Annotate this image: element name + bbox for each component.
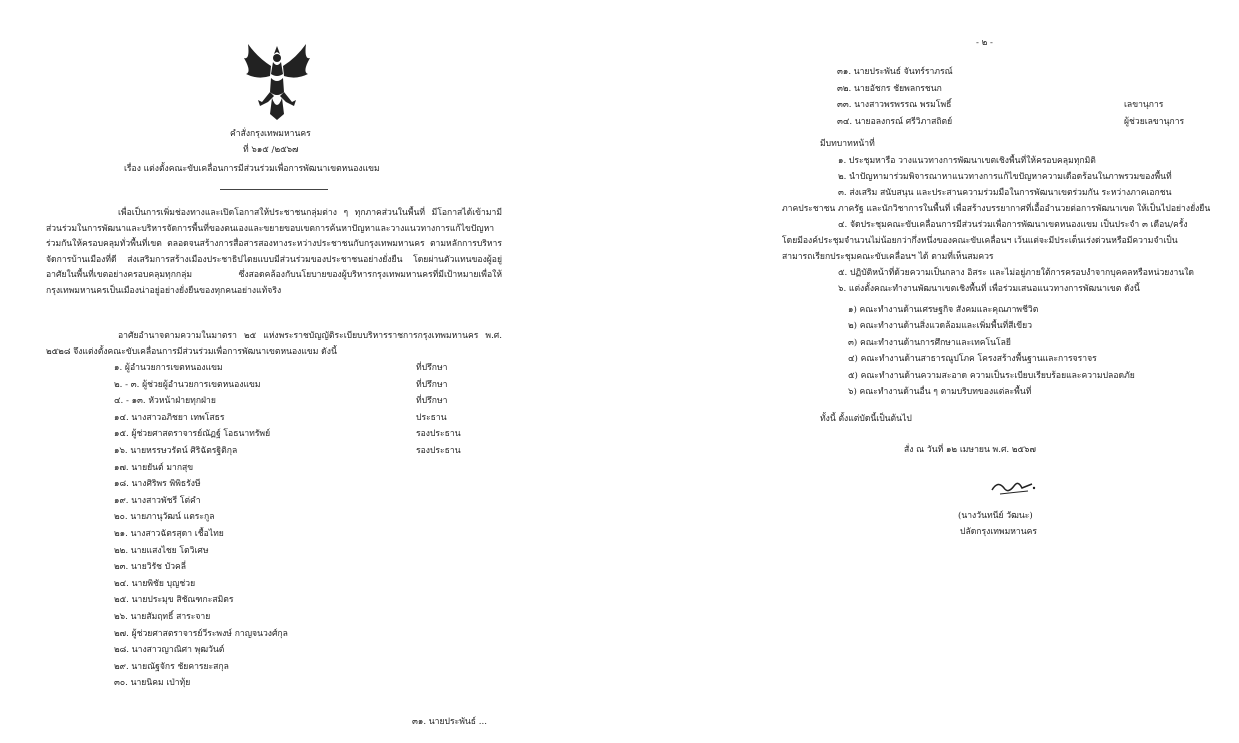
duty-item: สามารถเรียกประชุมคณะขับเคลื่อนฯ ได้ ตามที่เห็นสมควร [782,252,994,262]
duty-item: ภาคประชาชน ภาครัฐ และนักวิชาการในพื้นที่ เพื่อสร้างบรรยากาศที่เอื้ออำนวยต่อการพัฒนาเขต ให้เป็นไปอย่างยั่งยืน [782,204,1211,214]
member-name: ๑. ผู้อำนวยการเขตหนองแขม [114,363,223,373]
member-name: ๒๓. นายวิรัช บัวคลี่ [114,562,187,573]
member-name: ๒๑. นางสาวฉัตรสุดา เชื้อไทย [114,529,224,539]
working-group-item: ๖) คณะทำงานด้านอื่น ๆ ตามบริบทของแต่ละพื้นที่ [848,387,1032,397]
order-subject: เรื่อง แต่งตั้งคณะขับเคลื่อนการมีส่วนร่วมเพื่อการพัฒนาเขตหนองแขม [124,164,380,174]
member-role: ที่ปรึกษา [416,379,448,390]
member-role: รองประธาน [416,429,461,440]
header-divider [220,189,328,190]
working-group-item: ๓) คณะทำงานด้านการศึกษาและเทคโนโลยี [848,337,1011,348]
signer-name: (นางวันทนีย์ วัฒนะ) [958,511,1033,521]
document-page-1 [0,0,600,743]
member-role: ที่ปรึกษา [416,363,448,373]
member-role: ประธาน [416,412,447,423]
intro-paragraph: เพื่อเป็นการเพิ่มช่องทางและเปิดโอกาสให้ประชาชนกลุ่มต่าง ๆ ทุกภาคส่วนในพื้นที่ มีโอกาสได้เข้ามามีส่วนร่วมในการพัฒนาและบริหารจัดการพื้นที่ของตนเองและขยายขอบเขตการค้นหาปัญหาและวางแนวทางการแก้ไขปัญหาร่วมกันให้ครอบคลุมทั่วพื้นที่เขต ตลอดจนสร้างการสื่อสารสองทางระหว่างประชาชนกับกรุงเทพมหานคร ตามหลักการบริหารจัดการบ้านเมืองที่ดี ส่งเสริมการสร้างเมืองประชาธิปไตยแบบมีส่วนร่วมของประชาชนอย่างยั่งยืน โดยผ่านตัวแทนของผู้อยู่อาศัยในพื้นที่เขตอย่างครอบคลุมทุกกลุ่ม ซึ่งสอดคล้องกับนโยบายของผู้บริหารกรุงเทพมหานครที่มีเป้าหมายเพื่อให้กรุงเทพมหานครเป็นเมืองน่าอยู่อย่างยั่งยืนของทุกคนอย่างแท้จริง [46,208,502,296]
member-name: ๒๒. นายแสงไชย โตวิเศษ [114,545,209,556]
signer-title: ปลัดกรุงเทพมหานคร [960,527,1037,537]
order-heading: คำสั่งกรุงเทพมหานคร [230,129,311,139]
member-name: ๔. - ๑๓. หัวหน้าฝ่ายทุกฝ่าย [114,396,216,407]
duty-item: ๕. ปฏิบัติหน้าที่ด้วยความเป็นกลาง อิสระ และไม่อยู่ภายใต้การครอบงำจากบุคคลหรือหน่วยงานใด [838,268,1194,278]
member-name: ๑๕. ผู้ช่วยศาสตราจารย์ณัฏฐ์ โอธนาทรัพย์ [114,429,271,440]
garuda-emblem-icon [238,40,316,122]
duty-item: ๓. ส่งเสริม สนับสนุน และประสานความร่วมมือในการพัฒนาเขตร่วมกัน ระหว่างภาคเอกชน [838,188,1172,198]
member-name: ๓๐. นายนิคม เป่าทุ้ย [114,678,191,689]
member-name: ๒๘. นางสาวญาณิศา พุฒวันต์ [114,645,225,656]
working-group-item: ๕) คณะทำงานด้านความสะอาด ความเป็นระเบียบเรียบร้อยและความปลอดภัย [848,370,1135,381]
effective-note: ทั้งนี้ ตั้งแต่บัดนี้เป็นต้นไป [820,414,912,424]
member-name: ๒๕. นายประมุข สิชัณฑกะสมิตร [114,595,234,606]
member-role: ที่ปรึกษา [416,396,448,407]
duty-item: โดยมีองค์ประชุมจำนวนไม่น้อยกว่ากึ่งหนึ่งของคณะขับเคลื่อนฯ เว้นแต่จะมีประเด็นเร่งด่วนหรือมีความจำเป็น [782,236,1178,246]
handwritten-signature-icon [988,476,1038,498]
member-name: ๓๑. นายประพันธ์ จันทร์ราภรณ์ [837,67,953,77]
member-name: ๑๖. นายหรรษวรัตน์ ศิริฉัตรฐิติกุล [114,446,238,456]
document-page-2 [620,0,1239,743]
member-name: ๒๖. นายสัมฤทธิ์ สาระจาย [114,612,211,622]
member-name: ๒๙. นายณัฐจักร ชัยคารยะสกุล [114,661,229,672]
member-name: ๑๗. นายยันต์ มากสุข [114,462,194,473]
duty-item: ๔. จัดประชุมคณะขับเคลื่อนการมีส่วนร่วมเพื่อการพัฒนาเขตหนองแขม เป็นประจำ ๓ เดือน/ครั้ง [838,220,1188,230]
member-role: เลขานุการ [1124,100,1164,110]
member-name: ๑๘. นางศิริพร พิพิธรังษี [114,479,201,490]
member-name: ๑๙. นางสาวพัชรี โต่คำ [114,495,201,506]
member-role: ผู้ช่วยเลขานุการ [1124,116,1185,127]
member-name: ๒๔. นายพิชัย บุญช่วย [114,578,196,589]
authority-paragraph: อาศัยอำนาจตามความในมาตรา ๒๕ แห่งพระราชบัญญัติระเบียบบริหารราชการกรุงเทพมหานคร พ.ศ. ๒๕๒๘ จึงแต่งตั้งคณะขับเคลื่อนการมีส่วนร่วมเพื่อการพัฒนาเขตหนองแขม ดังนี้ [46,331,502,357]
duty-item: ๖. แต่งตั้งคณะทำงานพัฒนาเขตเชิงพื้นที่ เพื่อร่วมเสนอแนวทางการพัฒนาเขต ดังนี้ [838,284,1140,294]
working-group-item: ๔) คณะทำงานด้านสาธารณูปโภค โครงสร้างพื้นฐานและการจราจร [848,354,1097,365]
member-name: ๓๔. นายอลงกรณ์ ศรีวิภาสถิตย์ [837,116,953,127]
page-number: - ๒ - [976,38,993,48]
member-name: ๓๒. นายอัชกร ชัยพลกรชนก [837,83,942,94]
working-group-item: ๒) คณะทำงานด้านสิ่งแวดล้อมและเพิ่มพื้นที่สีเขียว [848,321,1033,332]
working-group-item: ๑) คณะทำงานด้านเศรษฐกิจ สังคมและคุณภาพชีวิต [848,305,1039,315]
member-name: ๒. - ๓. ผู้ช่วยผู้อำนวยการเขตหนองแขม [114,379,261,390]
member-name: ๒๗. ผู้ช่วยศาสตราจารย์วีระพงษ์ กาญจนวงศ์กุล [114,628,288,639]
order-number: ที่ ๖๑๕ /๒๕๖๗ [243,145,299,155]
member-name: ๒๐. นายภานุวัฒน์ แตระกูล [114,512,215,523]
member-name: ๓๓. นางสาวพรพรรณ พรมโพธิ์ [837,100,952,110]
duties-heading: มีบทบาทหน้าที่ [820,139,875,149]
duty-item: ๒. นำปัญหามาร่วมพิจารณาหาแนวทางการแก้ไขปัญหาความเดือดร้อนในภาพรวมของพื้นที่ [838,172,1172,182]
duty-item: ๑. ประชุมหารือ วางแนวทางการพัฒนาเขตเชิงพื้นที่ให้ครอบคลุมทุกมิติ [838,156,1096,166]
order-date: สั่ง ณ วันที่ ๑๒ เมษายน พ.ศ. ๒๕๖๗ [904,445,1036,455]
member-role: รองประธาน [416,446,461,456]
continued-note: ๓๑. นายประพันธ์ ... [412,717,487,727]
member-name: ๑๔. นางสาวอภิชยา เทพโสธร [114,412,225,423]
